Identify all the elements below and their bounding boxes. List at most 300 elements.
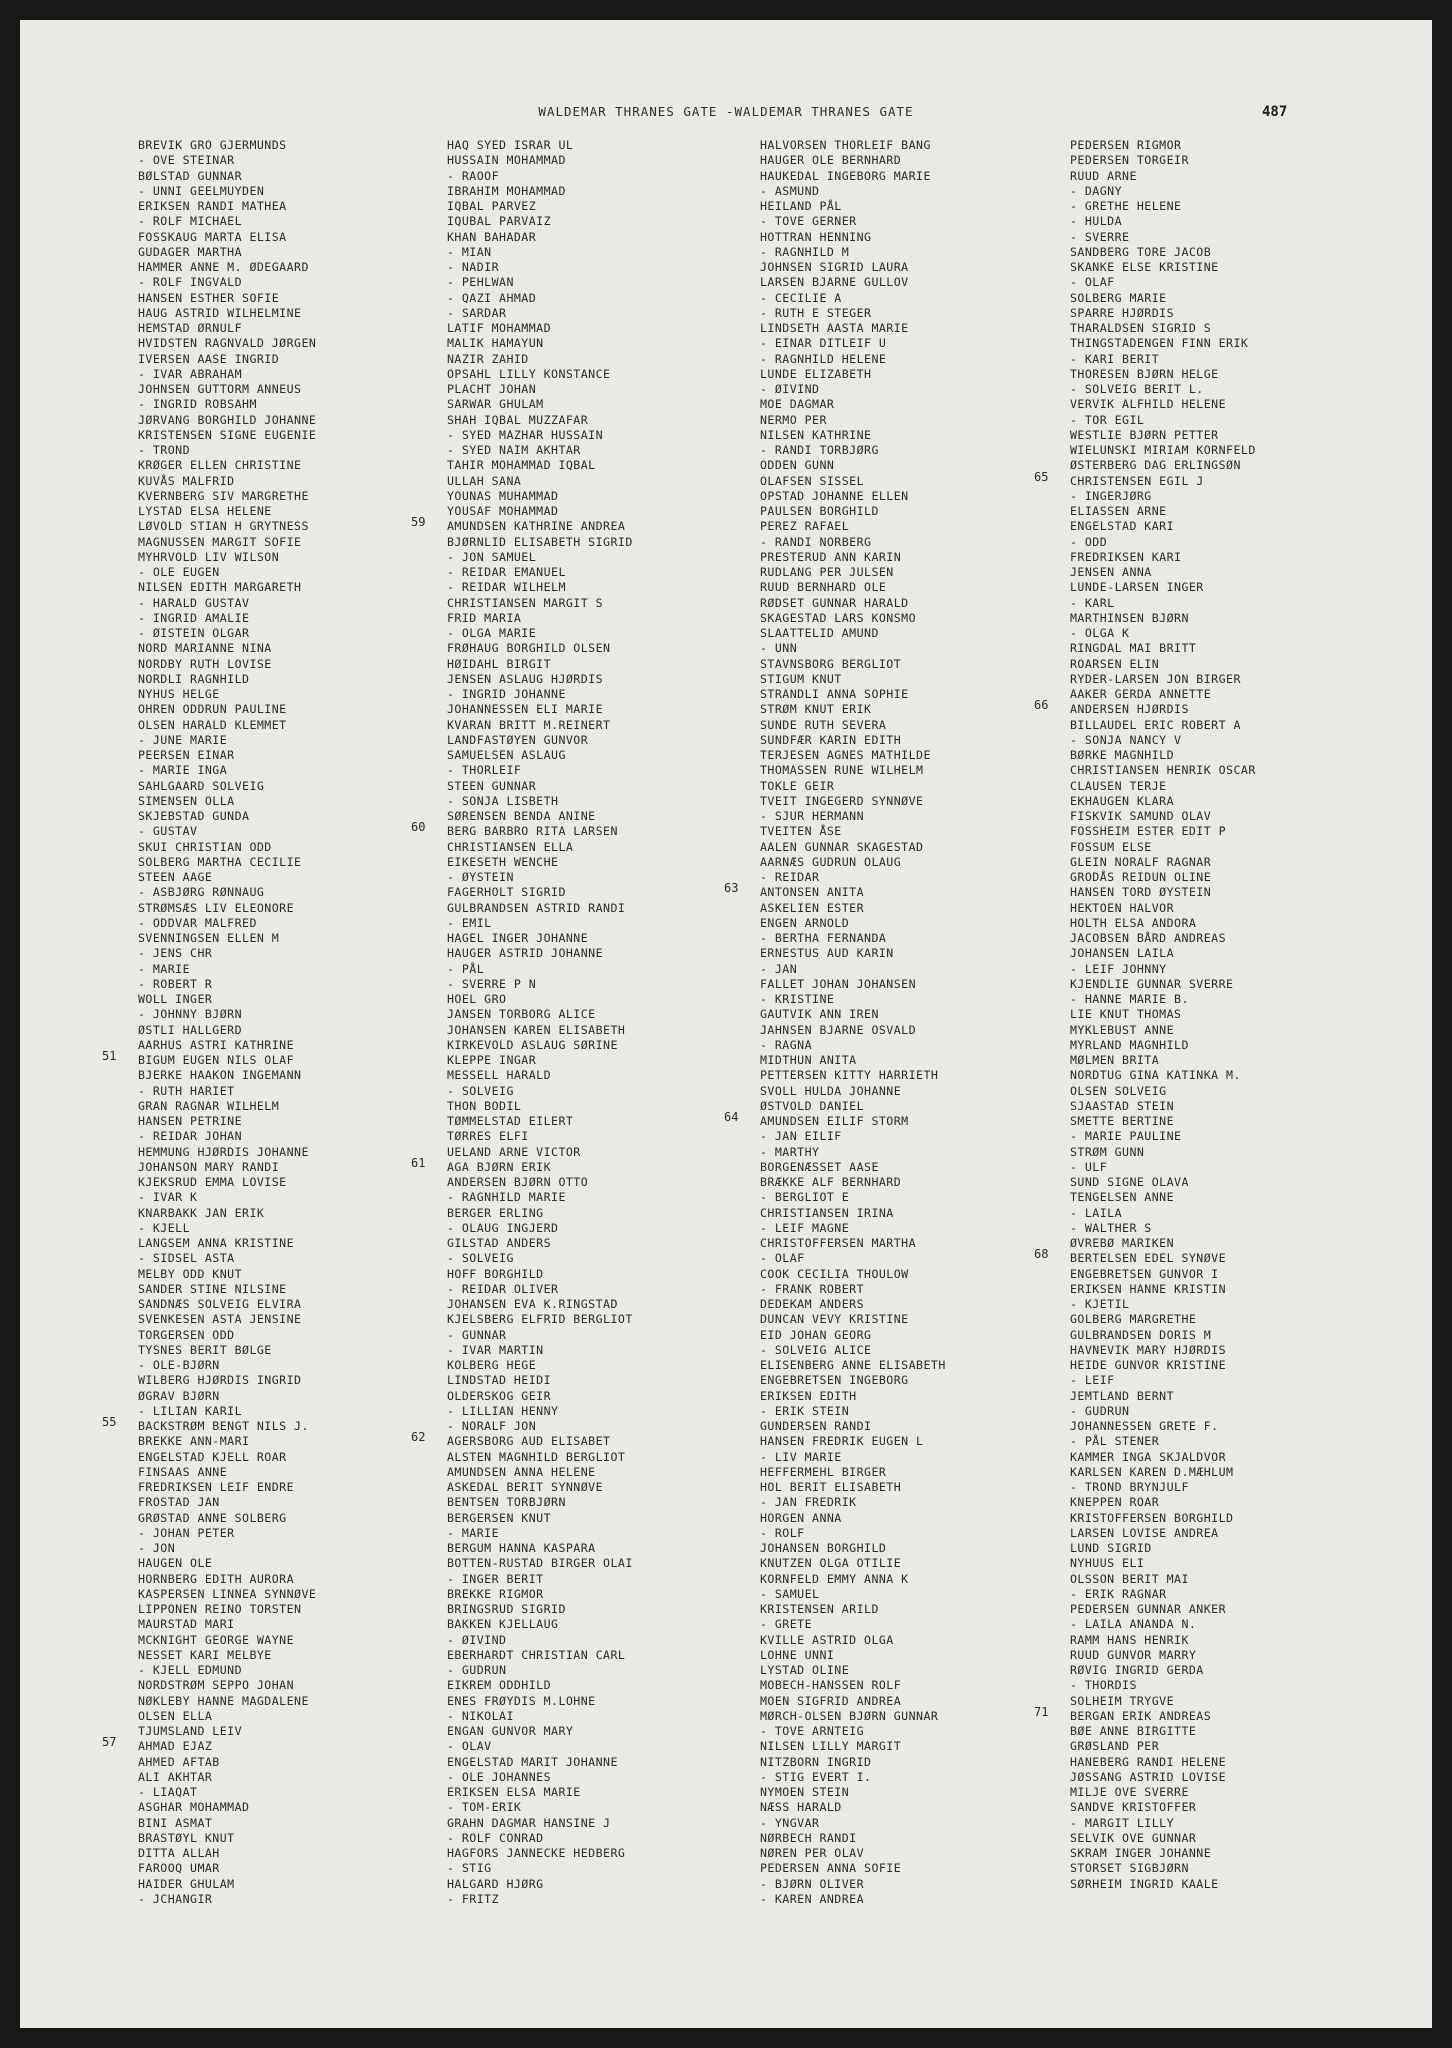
resident-name: GUNDERSEN RANDI [760, 1419, 872, 1433]
resident-name: - TROND BRYNJULF [1070, 1480, 1189, 1494]
resident-name: BERG BARBRO RITA LARSEN [447, 824, 618, 839]
resident-name: ØSTVOLD DANIEL [760, 1098, 865, 1113]
directory-entry [138, 378, 316, 396]
directory-entry [138, 958, 316, 976]
directory-entry [138, 1827, 316, 1845]
resident-name: GRØSLAND PER [1070, 1739, 1160, 1754]
directory-entry [1070, 1857, 1256, 1876]
resident-name: - REIDAR JOHAN [138, 1129, 243, 1144]
resident-name: LARSEN LOVISE ANDREA [1070, 1525, 1219, 1540]
resident-name: - ROLF INGVALD [138, 275, 243, 290]
resident-name: SLAATTELID AMUND [760, 626, 879, 640]
directory-entry [138, 744, 316, 762]
resident-name: - JUNE MARIE [138, 732, 228, 747]
resident-name: - YNGVAR [760, 1815, 820, 1830]
directory-entry [447, 256, 633, 274]
resident-name: FOSSUM ELSE [1070, 839, 1152, 854]
resident-name: FISKVIK SAMUND OLAV [1070, 809, 1212, 823]
resident-name: ENGEN ARNOLD [760, 915, 850, 930]
directory-entry [447, 1598, 633, 1616]
resident-name: BRÆKKE ALF BERNHARD [760, 1175, 902, 1189]
directory-entry [760, 1842, 946, 1860]
resident-name: PEDERSEN TORGEIR [1070, 153, 1189, 168]
directory-entry [447, 195, 633, 213]
resident-name: PEREZ RAFAEL [760, 519, 850, 534]
directory-entry [138, 1674, 316, 1693]
directory-entry [138, 988, 316, 1006]
directory-entry [1070, 805, 1256, 823]
directory-entry [138, 1171, 316, 1189]
directory-entry [138, 180, 316, 198]
directory-entry [760, 195, 946, 213]
directory-entry [760, 256, 946, 274]
resident-name: AALEN GUNNAR SKAGESTAD [760, 839, 924, 854]
directory-entry [1070, 1461, 1256, 1479]
directory-entry [447, 1217, 633, 1235]
resident-name: - INGERJØRG [1070, 488, 1152, 503]
directory-entry [1070, 1125, 1256, 1144]
directory-entry [447, 1674, 633, 1693]
directory-entry [138, 1430, 316, 1449]
directory-entry [1070, 973, 1256, 991]
directory-entry [447, 424, 633, 442]
resident-name: BILLAUDEL ERIC ROBERT A [1070, 717, 1241, 732]
resident-name: THINGSTADENGEN FINN ERIK [1070, 336, 1249, 351]
directory-entry [447, 1705, 633, 1723]
directory-entry [138, 1873, 316, 1891]
directory-entry [760, 1308, 946, 1327]
directory-entry [138, 531, 316, 549]
resident-name: BINI ASMAT [138, 1815, 213, 1830]
directory-entry [138, 409, 317, 427]
resident-name: HANSEN PETRINE [138, 1114, 243, 1128]
directory-entry [138, 439, 316, 457]
directory-entry [138, 1263, 316, 1281]
resident-name: - SOLVEIG [447, 1251, 514, 1266]
directory-entry [760, 1278, 946, 1296]
directory-entry [447, 912, 633, 930]
directory-entry [447, 1507, 633, 1525]
resident-name: - OLE EUGEN [138, 565, 220, 579]
directory-entry [138, 134, 316, 152]
resident-name: - OLAV [447, 1739, 492, 1754]
resident-name: FAROOQ UMAR [138, 1861, 220, 1876]
directory-entry [760, 820, 946, 839]
directory-entry [447, 1202, 633, 1220]
directory-entry [1070, 1812, 1256, 1830]
resident-name: JENSEN ANNA [1070, 565, 1152, 579]
resident-name: TORGERSEN ODD [138, 1327, 235, 1342]
directory-entry [138, 317, 316, 335]
resident-name: LARSEN BJARNE GULLOV [760, 275, 909, 290]
resident-name: - SVERRE [1070, 229, 1130, 244]
directory-entry [1070, 1781, 1256, 1799]
directory-entry [760, 1613, 946, 1632]
directory-entry [760, 1354, 946, 1372]
directory-entry [447, 1491, 633, 1510]
resident-name: MOEN SIGFRID ANDREA [760, 1693, 902, 1708]
directory-entry [760, 1522, 946, 1540]
directory-entry [138, 973, 316, 991]
directory-entry [1034, 1247, 1256, 1266]
resident-name: NØRBECH RANDI [760, 1830, 857, 1845]
resident-name: - OLAF [1070, 275, 1115, 290]
directory-entry [447, 1095, 633, 1113]
directory-entry [138, 1888, 316, 1906]
directory-entry [138, 851, 316, 869]
directory-entry [760, 637, 946, 656]
resident-name: NYHUS HELGE [138, 687, 220, 701]
resident-name: - JENS CHR [138, 946, 213, 961]
resident-name: - INGRID JOHANNE [447, 687, 566, 701]
resident-name: RUUD BERNHARD OLE [760, 580, 887, 595]
resident-name: JAHNSEN BJARNE OSVALD [760, 1022, 917, 1037]
resident-name: AGA BJØRN ERIK [447, 1159, 552, 1174]
resident-name: - KARI BERIT [1070, 351, 1160, 366]
directory-entry [447, 1659, 633, 1677]
resident-name: JENSEN ASLAUG HJØRDIS [447, 671, 604, 686]
resident-name: MOBECH-HANSSEN ROLF [760, 1678, 902, 1693]
resident-name: HEIDE GUNVOR KRISTINE [1070, 1358, 1227, 1372]
resident-name: - JON [138, 1541, 176, 1555]
directory-entry [760, 317, 946, 335]
resident-name: BORGENÆSSET AASE [760, 1159, 879, 1174]
directory-entry [447, 1446, 633, 1464]
directory-entry [760, 973, 946, 991]
directory-entry [760, 302, 946, 320]
resident-name: HORGEN ANNA [760, 1510, 842, 1525]
directory-entry [138, 1522, 316, 1540]
resident-name: - SOLVEIG BERIT L. [1070, 382, 1204, 396]
directory-entry [1070, 1720, 1256, 1738]
directory-entry [1070, 1583, 1256, 1601]
directory-entry [760, 1156, 946, 1174]
directory-entry [447, 942, 633, 961]
directory-entry [447, 1369, 633, 1388]
resident-name: - NIKOLAI [447, 1708, 514, 1723]
resident-name: - LIAQAT [138, 1785, 198, 1799]
directory-entry [411, 515, 633, 534]
resident-name: KAMMER INGA SKJALDVOR [1070, 1449, 1227, 1464]
directory-entry [138, 1385, 316, 1403]
resident-name: CHRISTOFFERSEN MARTHA [760, 1236, 917, 1250]
directory-entry [138, 820, 316, 839]
resident-name: - SOLVEIG [447, 1083, 514, 1098]
directory-entry [760, 1690, 946, 1708]
resident-name: NØREN PER OLAV [760, 1846, 865, 1860]
resident-name: STRANDLI ANNA SOPHIE [760, 687, 909, 701]
resident-name: - INGRID ROBSAHM [138, 397, 257, 412]
house-number: 65 [1034, 469, 1049, 484]
resident-name: SKUI CHRISTIAN ODD [138, 839, 272, 854]
resident-name: HAGFORS JANNECKE HEDBERG [447, 1846, 626, 1860]
directory-entry [760, 1796, 946, 1815]
directory-entry [760, 1598, 946, 1616]
resident-name: - SVERRE P N [447, 976, 537, 991]
resident-name: KNUTZEN OLGA OTILIE [760, 1556, 902, 1571]
resident-name: ENGAN GUNVOR MARY [447, 1724, 574, 1738]
directory-page [20, 20, 1432, 2028]
resident-name: AARNÆS GUDRUN OLAUG [760, 854, 902, 869]
resident-name: - MARIE [138, 961, 191, 976]
directory-entry [760, 1568, 946, 1586]
directory-entry [760, 134, 946, 152]
directory-entry [760, 1751, 946, 1769]
resident-name: ERIKSEN ELSA MARIE [447, 1785, 581, 1799]
directory-entry [138, 210, 316, 229]
directory-entry [760, 1461, 946, 1479]
resident-name: - RAGNA [760, 1037, 813, 1052]
resident-name: STAVNSBORG BERGLIOT [760, 656, 902, 671]
directory-entry [447, 1690, 633, 1708]
directory-entry [1070, 683, 1256, 701]
resident-name: BERTELSEN EDEL SYNØVE [1070, 1251, 1227, 1266]
directory-entry [1070, 1659, 1256, 1677]
directory-entry [1070, 1202, 1256, 1220]
resident-name: JACOBSEN BÅRD ANDREAS [1070, 931, 1227, 945]
resident-name: CHRISTENSEN EGIL J [1070, 473, 1204, 488]
directory-entry [760, 485, 946, 503]
directory-entry [447, 775, 633, 793]
resident-name: - PEHLWAN [447, 275, 514, 290]
resident-name: HORNBERG EDITH AURORA [138, 1571, 295, 1586]
directory-entry [1070, 531, 1256, 549]
directory-entry [447, 348, 633, 366]
resident-name: NYHUUS ELI [1070, 1556, 1145, 1571]
directory-entry [447, 622, 633, 640]
directory-entry [138, 1507, 316, 1525]
directory-entry [447, 302, 633, 320]
resident-name: TYSNES BERIT BØLGE [138, 1342, 272, 1357]
directory-entry [1070, 1644, 1256, 1662]
resident-name: FREDRIKSEN KARI [1070, 549, 1182, 564]
directory-entry [447, 1141, 633, 1159]
resident-name: JOHANSEN KAREN ELISABETH [447, 1022, 626, 1037]
directory-entry [447, 683, 633, 701]
resident-name: - ODDVAR MALFRED [138, 915, 257, 930]
directory-entry [760, 378, 946, 396]
directory-entry [760, 836, 946, 854]
resident-name: MYHRVOLD LIV WILSON [138, 549, 280, 564]
directory-entry [760, 698, 946, 717]
resident-name: - GUDRUN [447, 1663, 507, 1677]
resident-name: HAUG ASTRID WILHELMINE [138, 305, 302, 320]
house-number: 59 [411, 515, 426, 530]
directory-entry [138, 287, 316, 305]
resident-name: MELBY ODD KNUT [138, 1266, 243, 1281]
directory-entry [1070, 1141, 1256, 1159]
directory-entry [138, 271, 316, 290]
resident-name: LIPPONEN REINO TORSTEN [138, 1602, 302, 1616]
directory-entry [760, 424, 946, 442]
resident-name: AARHUS ASTRI KATHRINE [138, 1037, 295, 1052]
resident-name: STIGUM KNUT [760, 671, 842, 686]
resident-name: - ØYSTEIN [447, 870, 514, 884]
directory-entry [447, 1842, 633, 1860]
resident-name: - QAZI AHMAD [447, 290, 537, 305]
resident-name: SAMUELSEN ASLAUG [447, 748, 566, 762]
resident-name: HALGARD HJØRG [447, 1876, 544, 1891]
resident-name: - GUNNAR [447, 1327, 507, 1342]
directory-entry [447, 180, 633, 198]
directory-entry [760, 942, 946, 961]
directory-entry [1070, 1796, 1256, 1815]
directory-entry [724, 1110, 946, 1128]
directory-entry [1070, 1537, 1256, 1555]
directory-entry [447, 1827, 633, 1845]
resident-name: SANDBERG TORE JACOB [1070, 244, 1212, 259]
directory-entry [138, 1354, 316, 1372]
resident-name: GRAN RAGNAR WILHELM [138, 1098, 280, 1113]
directory-entry [1070, 1598, 1256, 1616]
directory-entry [1070, 332, 1256, 351]
directory-entry [1070, 378, 1256, 396]
directory-entry [1070, 1003, 1256, 1022]
directory-entry [760, 1247, 946, 1266]
resident-name: NÆSS HARALD [760, 1800, 842, 1815]
directory-entry [138, 1766, 316, 1784]
resident-name: - MARIE INGA [138, 763, 228, 778]
directory-entry [447, 500, 633, 518]
directory-entry [447, 1583, 633, 1601]
directory-entry [447, 1857, 633, 1876]
resident-name: - OLGA MARIE [447, 626, 537, 640]
resident-name: - ROBERT R [138, 976, 213, 991]
directory-entry [447, 1293, 633, 1311]
directory-entry [760, 210, 946, 229]
resident-name: - SYED MAZHAR HUSSAIN [447, 427, 604, 442]
resident-name: SVENKESEN ASTA JENSINE [138, 1312, 302, 1327]
directory-entry [1070, 1034, 1256, 1052]
resident-name: EIKESETH WENCHE [447, 854, 559, 869]
directory-entry [1070, 1522, 1256, 1540]
resident-name: LUND SIGRID [1070, 1541, 1152, 1555]
directory-entry [447, 1247, 633, 1266]
resident-name: MYKLEBUST ANNE [1070, 1022, 1175, 1037]
page-number: 487 [1262, 104, 1288, 120]
page-header: WALDEMAR THRANES GATE -WALDEMAR THRANES GATE [538, 104, 914, 119]
resident-name: HØIDAHL BIRGIT [447, 656, 552, 671]
directory-entry [760, 454, 946, 473]
resident-name: STRØMSÆS LIV ELEONORE [138, 900, 295, 915]
directory-entry [138, 393, 316, 412]
resident-name: BREKKE RIGMOR [447, 1586, 544, 1601]
directory-entry [760, 851, 946, 869]
directory-entry [1070, 393, 1256, 412]
resident-name: - THORDIS [1070, 1678, 1137, 1693]
directory-entry [447, 1385, 633, 1403]
resident-name: GLEIN NORALF RAGNAR [1070, 854, 1212, 869]
directory-entry [760, 1735, 946, 1754]
resident-name: - JAN FREDRIK [760, 1495, 857, 1510]
resident-name: KOLBERG HEGE [447, 1358, 537, 1372]
directory-entry [447, 1064, 633, 1083]
resident-name: - RANDI NORBERG [760, 534, 872, 549]
directory-entry [447, 637, 633, 656]
directory-entry [138, 256, 316, 274]
directory-entry [1070, 836, 1256, 854]
directory-entry [760, 607, 946, 625]
resident-name: MAURSTAD MARI [138, 1617, 235, 1632]
resident-name: - JAN [760, 961, 798, 976]
resident-name: BERGER ERLING [447, 1205, 544, 1220]
directory-entry [447, 851, 633, 869]
directory-entry [447, 988, 633, 1006]
directory-entry [138, 714, 316, 732]
directory-entry [138, 1080, 316, 1098]
directory-entry [138, 1202, 316, 1220]
resident-name: RUUD GUNVOR MARRY [1070, 1647, 1197, 1662]
resident-name: OPSTAD JOHANNE ELLEN [760, 488, 909, 503]
resident-name: LATIF MOHAMMAD [447, 321, 552, 335]
resident-name: TJUMSLAND LEIV [138, 1724, 243, 1738]
directory-entry [138, 866, 316, 884]
directory-entry [411, 1155, 633, 1174]
directory-entry [1070, 912, 1256, 930]
resident-name: ENGELSTAD MARIT JOHANNE [447, 1754, 618, 1769]
resident-name: FRID MARIA [447, 610, 522, 625]
directory-entry [760, 287, 946, 305]
resident-name: KJENDLIE GUNNAR SVERRE [1070, 976, 1234, 991]
resident-name: - ASMUND [760, 183, 820, 198]
directory-entry [447, 714, 633, 732]
resident-name: ERIKSEN EDITH [760, 1388, 857, 1403]
directory-entry [447, 1339, 633, 1357]
directory-entry [138, 1751, 316, 1769]
resident-name: ØSTERBERG DAG ERLINGSØN [1070, 458, 1241, 473]
resident-name: AMUNDSEN ANNA HELENE [447, 1464, 596, 1479]
resident-name: HANSEN FREDRIK EUGEN L [760, 1434, 924, 1449]
directory-entry [1034, 698, 1256, 717]
directory-entry [760, 1171, 946, 1189]
resident-name: HAUGEN OLE [138, 1556, 213, 1571]
directory-entry [138, 607, 316, 625]
resident-name: - INGRID AMALIE [138, 610, 250, 625]
directory-entry [1070, 1735, 1256, 1754]
resident-name: ALSTEN MAGNHILD BERGLIOT [447, 1449, 626, 1464]
resident-name: SARWAR GHULAM [447, 397, 544, 412]
directory-entry [138, 1232, 316, 1250]
resident-name: - RANDI TORBJØRG [760, 443, 879, 457]
resident-name: - STIG [447, 1861, 492, 1876]
directory-entry [138, 1461, 316, 1479]
directory-entry [138, 805, 316, 823]
directory-entry [1070, 1491, 1256, 1510]
resident-name: - ØISTEIN OLGAR [138, 626, 250, 640]
directory-entry [1070, 1446, 1256, 1464]
resident-name: RINGDAL MAI BRITT [1070, 641, 1197, 656]
directory-entry [447, 1751, 633, 1769]
resident-name: HOL BERIT ELISABETH [760, 1480, 902, 1494]
resident-name: ENGELSTAD KJELL ROAR [138, 1449, 287, 1464]
directory-entry [1070, 958, 1256, 976]
resident-name: NORD MARIANNE NINA [138, 641, 272, 656]
directory-entry [1070, 1080, 1256, 1098]
directory-entry [447, 287, 633, 305]
resident-name: JØSSANG ASTRID LOVISE [1070, 1769, 1227, 1784]
directory-entry [138, 927, 316, 945]
directory-entry [760, 1385, 946, 1403]
resident-name: NERMO PER [760, 412, 827, 427]
resident-name: - UNN [760, 641, 798, 656]
directory-entry [760, 1446, 946, 1464]
resident-name: KRISTENSEN ARILD [760, 1602, 879, 1616]
directory-entry [447, 1019, 633, 1037]
resident-name: SPARRE HJØRDIS [1070, 305, 1175, 320]
directory-entry [1070, 226, 1256, 244]
resident-name: NAZIR ZAHID [447, 351, 529, 366]
directory-entry [760, 1125, 946, 1144]
